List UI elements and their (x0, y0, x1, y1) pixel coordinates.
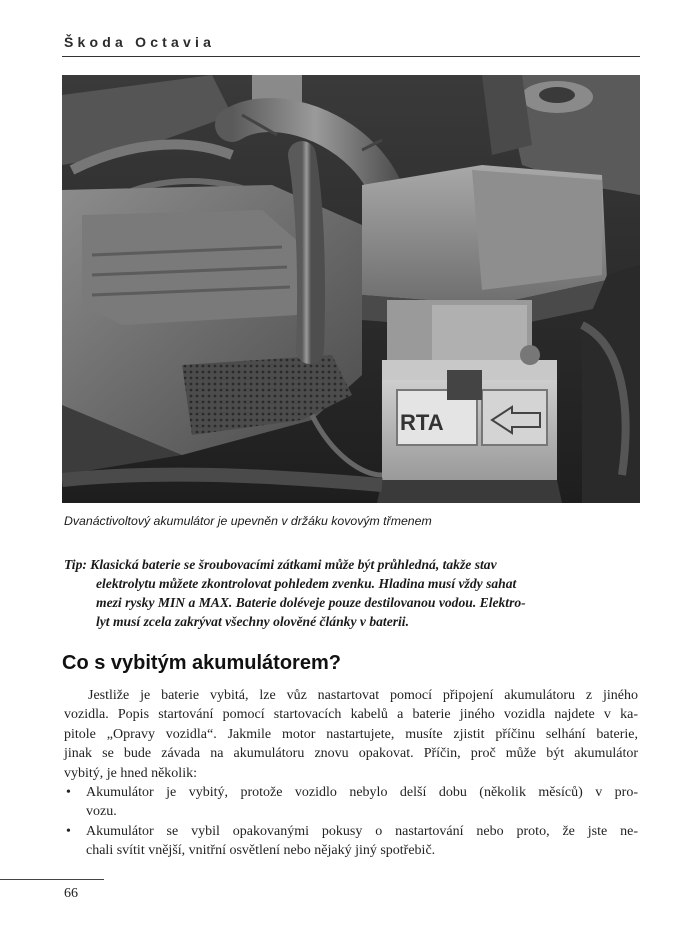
list-item-line: Akumulátor je vybitý, protože vozidlo nebylo delší dobu (několik měsíců) v pro- (86, 785, 638, 801)
section-heading: Co s vybitým akumulátorem? (62, 652, 341, 674)
coolant-hose (302, 155, 311, 350)
battery-clamp (447, 370, 482, 400)
bullet-icon: • (66, 785, 71, 801)
figure-caption: Dvanáctivoltový akumulátor je upevněn v držáku kovovým třmenem (64, 514, 432, 528)
list-item (64, 822, 638, 861)
engine-bay-illustration (62, 75, 640, 503)
paragraph-line: vybitý, je hned několik: (64, 765, 197, 781)
section-body (64, 686, 638, 861)
list-item-line: chali svítit vnější, vnitřní osvětlení nebo nějaký jiný spotřebič. (86, 843, 436, 859)
list-item (64, 783, 638, 822)
battery-brand-text: RTA (400, 410, 444, 435)
tip-line: elektrolytu můžete zkontrolovat pohledem zvenku. Hladina musí vždy sahat (96, 576, 517, 591)
tip-line: lyt musí zcela zakrývat všechny olověné články v baterii. (96, 614, 409, 629)
tip-box (64, 555, 638, 631)
paragraph-line: pitole „Opravy vozidla“. Jakmile motor nastartujete, musíte zjistit příčinu selhání baterie, (64, 726, 638, 742)
list-item-line: Akumulátor se vybil opakovanými pokusy o nastartování nebo proto, že jste ne- (86, 823, 638, 839)
tip-line: mezi rysky MIN a MAX. Baterie doléveje pouze destilovanou vodou. Elektro- (96, 595, 526, 610)
header-divider (62, 56, 640, 57)
list-item-line: vozu. (86, 804, 117, 820)
tip-line: Tip: Klasická baterie se šroubovacími zátkami může být průhledná, takže stav (64, 557, 497, 572)
running-header-title: Škoda Octavia (64, 34, 216, 50)
paragraph-line: Jestliže je baterie vybitá, lze vůz nastartovat pomocí připojení akumulátoru z jiného (88, 688, 638, 703)
paragraph-line: jinak se bude závada na akumulátoru znovu opakovat. Příčin, proč může být akumulátor (64, 746, 638, 762)
paragraph-line: vozidla. Popis startování pomocí startovacích kabelů a baterie jiného vozidla najdete v ka- (64, 707, 638, 723)
cause-list (64, 783, 638, 861)
engine-bay-photo (62, 75, 640, 503)
footer-divider (0, 879, 104, 880)
bullet-icon: • (66, 823, 71, 839)
page-number: 66 (64, 886, 78, 901)
